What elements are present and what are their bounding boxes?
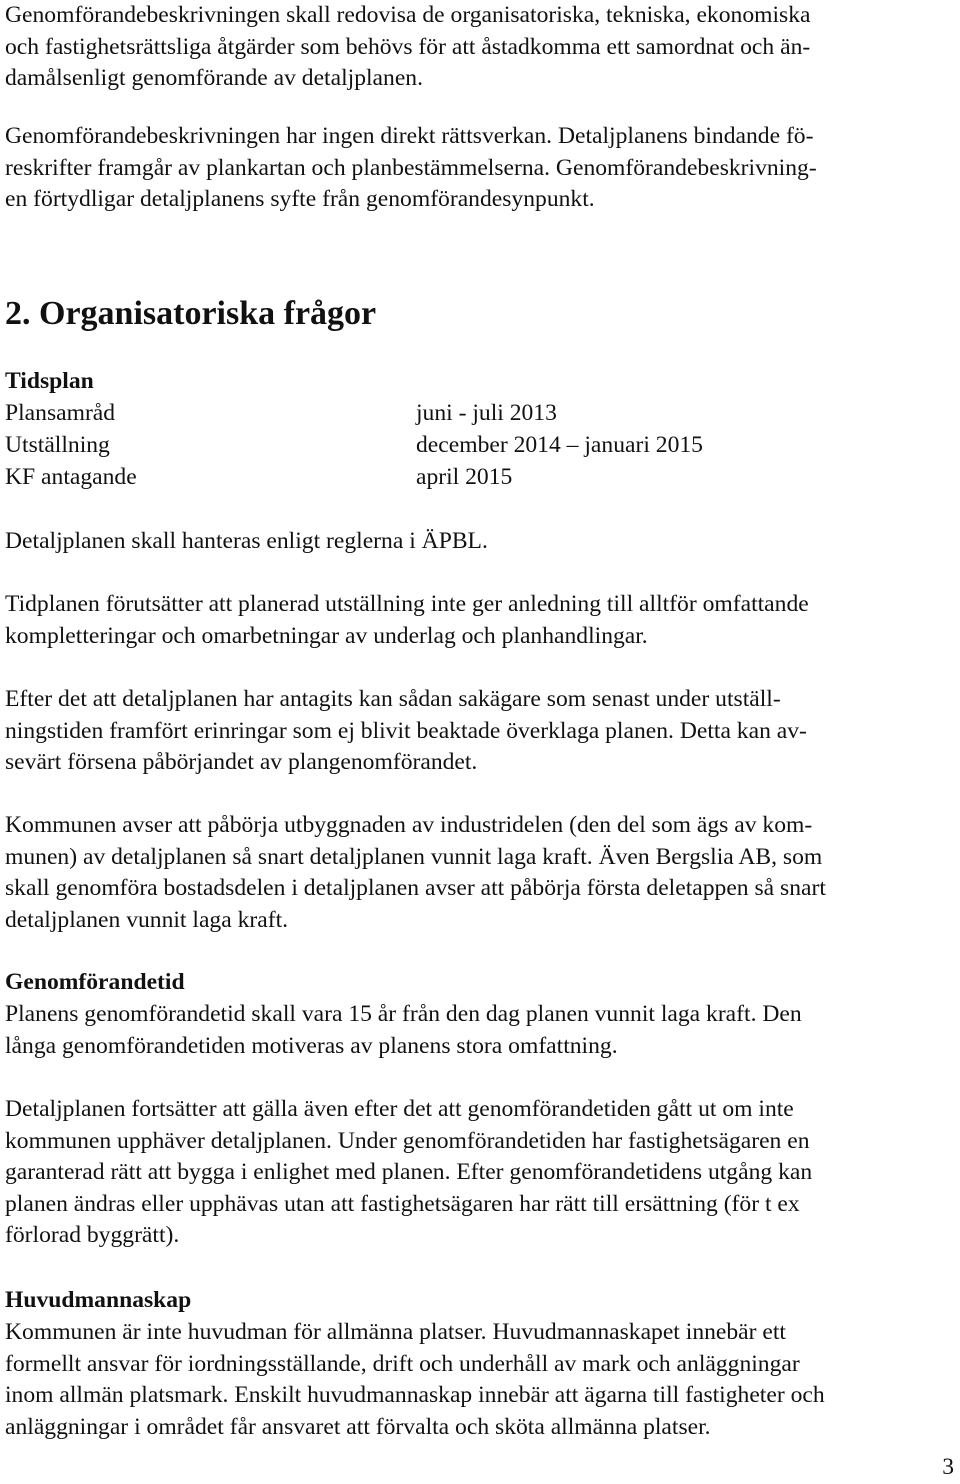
schedule-label: Utställning: [5, 432, 110, 458]
text-line: munen) av detaljplanen så snart detaljplanen vunnit laga kraft. Även Bergslia AB, som: [5, 843, 823, 870]
text-line: kommunen upphäver detaljplanen. Under genomförandetiden har fastighetsägaren en: [5, 1127, 810, 1154]
intro-paragraph-2: [5, 121, 957, 216]
huvudmannaskap-heading: Huvudmannaskap: [5, 1287, 192, 1313]
text-line: ningstiden framfört erinringar som ej blivit beaktade överklaga planen. Detta kan av-: [5, 717, 807, 744]
text-line: skall genomföra bostadsdelen i detaljplanen avser att påbörja första deletappen så snart: [5, 875, 826, 901]
tidplan-paragraph: [5, 589, 957, 652]
text-line: kompletteringar och omarbetningar av underlag och planhandlingar.: [5, 622, 648, 649]
intro-paragraph-1: [5, 0, 957, 95]
text-line: inom allmän platsmark. Enskilt huvudmannaskap innebär att ägarna till fastigheter och: [5, 1382, 825, 1408]
text-line: detaljplanen vunnit laga kraft.: [5, 906, 289, 933]
schedule-row: [5, 430, 957, 462]
text-line: förlorad byggrätt).: [5, 1222, 180, 1248]
text-line: damålsenligt genomförande av detaljplanen.: [5, 65, 423, 91]
text-line: Kommunen avser att påbörja utbyggnaden av industridelen (den del som ägs av kom-: [5, 812, 813, 838]
kommunen-paragraph: [5, 810, 957, 936]
section-heading: 2. Organisatoriska frågor: [5, 295, 377, 332]
schedule-label: KF antagande: [5, 464, 137, 490]
schedule-row: [5, 398, 957, 430]
text-line: planen ändras eller upphävas utan att fastighetsägaren har rätt till ersättning (för t ex: [5, 1190, 800, 1217]
text-line: garanterad rätt att bygga i enlighet med planen. Efter genomförandetidens utgång kan: [5, 1159, 813, 1185]
text-line: Tidplanen förutsätter att planerad utställning inte ger anledning till alltför omfattande: [5, 591, 809, 617]
text-line: anläggningar i området får ansvaret att förvalta och sköta allmänna platser.: [5, 1413, 711, 1440]
text-line: en förtydligar detaljplanens syfte från genomförandesynpunkt.: [5, 186, 595, 212]
huvudmannaskap-paragraph: [5, 1317, 957, 1443]
text-line: Kommunen är inte huvudman för allmänna platser. Huvudmannaskapet innebär ett: [5, 1319, 786, 1345]
schedule-value: december 2014 – januari 2015: [416, 432, 703, 458]
text-line: Efter det att detaljplanen har antagits kan sådan sakägare som senast under utställ-: [5, 686, 781, 712]
text-line: sevärt försena påbörjandet av plangenomförandet.: [5, 749, 478, 775]
schedule-row: [5, 462, 957, 494]
apbl-paragraph: [5, 526, 957, 558]
schedule-value: april 2015: [416, 464, 513, 490]
text-line: Detaljplanen skall hanteras enligt reglerna i ÄPBL.: [5, 528, 488, 554]
text-line: Genomförandebeskrivningen har ingen direkt rättsverkan. Detaljplanens bindande fö-: [5, 123, 814, 149]
genomforandetid-paragraph-1: [5, 999, 957, 1062]
text-line: långa genomförandetiden motiveras av planens stora omfattning.: [5, 1032, 618, 1059]
text-line: Planens genomförandetid skall vara 15 år från den dag planen vunnit laga kraft. Den: [5, 1001, 802, 1027]
text-line: Detaljplanen fortsätter att gälla även efter det att genomförandetiden gått ut om inte: [5, 1096, 794, 1122]
tidsplan-heading: Tidsplan: [5, 368, 94, 394]
schedule-value: juni - juli 2013: [416, 400, 557, 426]
text-line: formellt ansvar för iordningsställande, drift och underhåll av mark och anläggningar: [5, 1350, 800, 1377]
genomforandetid-paragraph-2: [5, 1094, 957, 1252]
page-number: 3: [942, 1454, 954, 1480]
genomforandetid-heading: Genomförandetid: [5, 969, 185, 995]
text-line: Genomförandebeskrivningen skall redovisa de organisatoriska, tekniska, ekonomiska: [5, 2, 811, 28]
text-line: och fastighetsrättsliga åtgärder som behövs för att åstadkomma ett samordnat och än-: [5, 33, 811, 60]
schedule-label: Plansamråd: [5, 400, 116, 426]
text-line: reskrifter framgår av plankartan och planbestämmelserna. Genomförandebeskrivning-: [5, 154, 817, 181]
efter-paragraph: [5, 684, 957, 779]
